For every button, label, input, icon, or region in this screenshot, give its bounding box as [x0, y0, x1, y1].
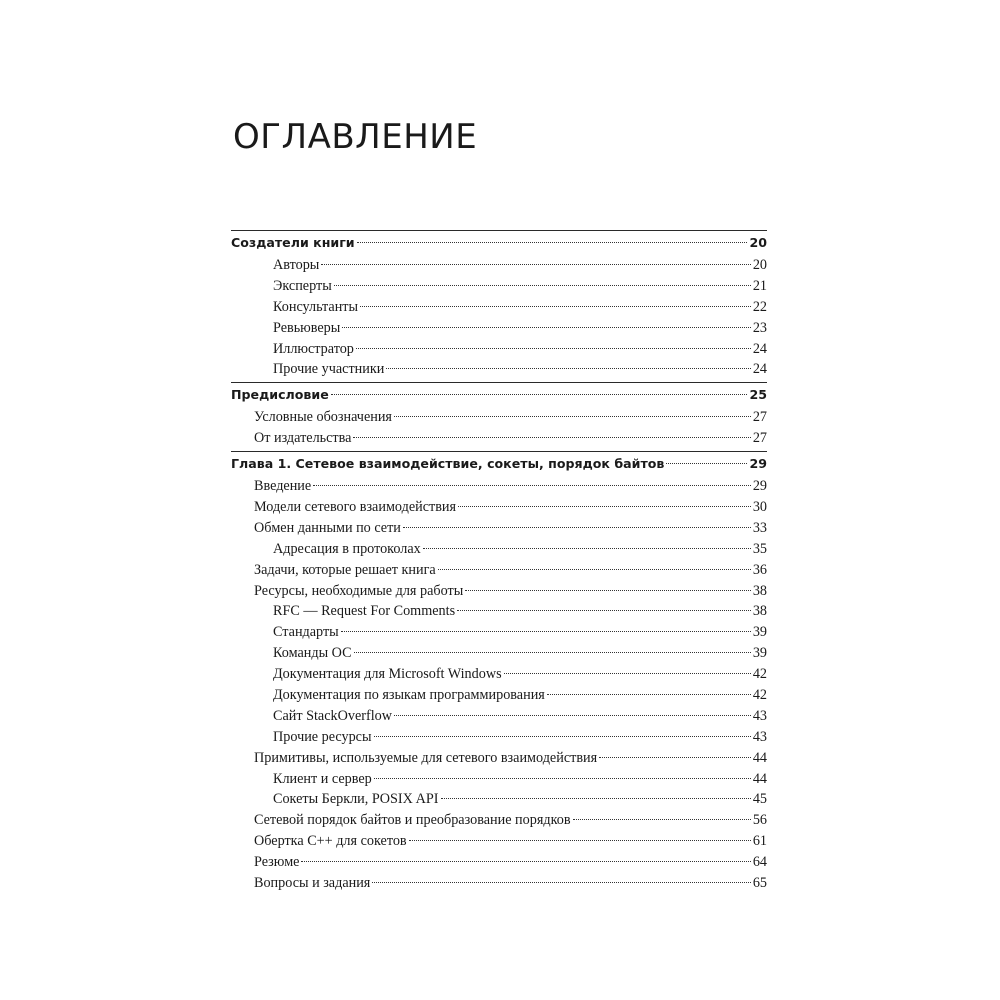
toc-entry[interactable]	[231, 297, 767, 318]
toc-entry[interactable]	[231, 748, 767, 769]
toc-entry-title: Глава 1. Сетевое взаимодействие, сокеты, порядок байтов	[231, 456, 665, 472]
toc-entry[interactable]	[231, 407, 767, 428]
toc-dot-leader	[354, 652, 751, 653]
toc-page-number: 65	[752, 875, 767, 892]
toc-page-number: 38	[752, 603, 767, 620]
toc-dot-leader	[394, 715, 751, 716]
toc-section	[231, 230, 767, 382]
toc-entry[interactable]	[231, 727, 767, 748]
toc-entry-title: Введение	[254, 478, 312, 495]
toc-page-number: 21	[752, 277, 767, 294]
toc-dot-leader	[357, 242, 748, 243]
toc-entry-title: Ревьюверы	[273, 319, 341, 336]
toc-entry-title: Команды ОС	[273, 645, 352, 662]
toc-entry-title: Предисловие	[231, 387, 329, 403]
toc-page-number: 42	[752, 666, 767, 683]
toc-entry[interactable]	[231, 769, 767, 790]
toc-entry-title: Иллюстратор	[273, 340, 354, 357]
toc-dot-leader	[356, 348, 751, 349]
toc-entry-title: Клиент и сервер	[273, 770, 372, 787]
toc-entry[interactable]	[231, 339, 767, 360]
toc-dot-leader	[394, 416, 751, 417]
toc-entry[interactable]	[231, 476, 767, 497]
toc-page-number: 43	[752, 707, 767, 724]
toc-entry-title: Прочие ресурсы	[273, 728, 372, 745]
toc-entry[interactable]	[231, 852, 767, 873]
toc-page-number: 24	[752, 340, 767, 357]
toc-entry-title: Вопросы и задания	[254, 875, 371, 892]
toc-dot-leader	[599, 757, 751, 758]
toc-entry-title: Эксперты	[273, 277, 332, 294]
toc-page-number: 33	[752, 519, 767, 536]
toc-entry[interactable]	[231, 810, 767, 831]
toc-dot-leader	[342, 327, 751, 328]
toc-dot-leader	[666, 463, 747, 464]
toc-section	[231, 451, 767, 896]
toc-page-number: 20	[752, 257, 767, 273]
toc-page-number: 43	[752, 728, 767, 745]
toc-entry[interactable]	[231, 685, 767, 706]
toc-entry[interactable]	[231, 428, 767, 449]
toc-page-number: 30	[752, 499, 767, 516]
toc-entry-title: Ресурсы, необходимые для работы	[254, 582, 464, 599]
toc-page-number: 64	[752, 854, 767, 871]
toc-entry-title: Обмен данными по сети	[254, 519, 401, 536]
toc-dot-leader	[353, 437, 750, 438]
toc-entry[interactable]	[231, 518, 767, 539]
toc-entry[interactable]	[231, 560, 767, 581]
toc-dot-leader	[547, 694, 751, 695]
toc-entry[interactable]	[231, 643, 767, 664]
toc-page-number: 29	[752, 478, 767, 495]
toc-page-number: 61	[752, 833, 767, 850]
toc-dot-leader	[573, 819, 751, 820]
page-title: ОГЛАВЛЕНИЕ	[233, 117, 478, 157]
toc-entry-title: Обертка C++ для сокетов	[254, 833, 407, 850]
toc-entry[interactable]	[231, 359, 767, 380]
toc-entry-title: Прочие участники	[273, 361, 385, 378]
toc-entry-title: Документация по языкам программирования	[273, 687, 545, 704]
toc-entry[interactable]	[231, 255, 767, 276]
toc-dot-leader	[301, 861, 750, 862]
toc-dot-leader	[504, 673, 751, 674]
toc-entry[interactable]	[231, 318, 767, 339]
toc-chapter-heading[interactable]	[231, 383, 767, 407]
toc-entry-title: Создатели книги	[231, 235, 355, 250]
toc-page-number: 20	[749, 235, 767, 250]
toc-dot-leader	[374, 778, 751, 779]
toc-dot-leader	[386, 368, 750, 369]
toc-dot-leader	[313, 485, 751, 486]
toc-page-number: 36	[752, 561, 767, 578]
toc-page-number: 56	[752, 812, 767, 829]
toc-entry[interactable]	[231, 622, 767, 643]
toc-dot-leader	[321, 264, 750, 265]
toc-page-number: 22	[752, 298, 767, 315]
toc-entry[interactable]	[231, 664, 767, 685]
toc-dot-leader	[438, 569, 751, 570]
toc-page-number: 25	[749, 387, 767, 403]
toc-page-number: 39	[752, 645, 767, 662]
toc-entry[interactable]	[231, 601, 767, 622]
toc-entry-title: Документация для Microsoft Windows	[273, 666, 502, 683]
toc-page-number: 39	[752, 624, 767, 641]
toc-entry-title: Консультанты	[273, 298, 359, 315]
table-of-contents	[231, 230, 767, 896]
toc-dot-leader	[441, 798, 751, 799]
toc-entry-title: Модели сетевого взаимодействия	[254, 499, 457, 516]
toc-page-number: 42	[752, 687, 767, 704]
toc-entry[interactable]	[231, 497, 767, 518]
toc-page-number: 29	[749, 456, 767, 472]
toc-entry[interactable]	[231, 831, 767, 852]
toc-page-number: 27	[752, 409, 767, 426]
toc-entry-title: Сайт StackOverflow	[273, 707, 392, 724]
toc-entry-title: RFC — Request For Comments	[273, 603, 456, 620]
toc-dot-leader	[334, 285, 751, 286]
toc-dot-leader	[372, 882, 750, 883]
toc-chapter-heading[interactable]	[231, 452, 767, 476]
toc-dot-leader	[403, 527, 751, 528]
toc-dot-leader	[465, 590, 751, 591]
toc-page-number: 35	[752, 540, 767, 557]
toc-dot-leader	[341, 631, 751, 632]
toc-page-number: 38	[752, 582, 767, 599]
toc-entry[interactable]	[231, 276, 767, 297]
toc-entry-title: Примитивы, используемые для сетевого взаимодействия	[254, 749, 598, 766]
toc-page-number: 27	[752, 430, 767, 447]
toc-entry-title: Сокеты Беркли, POSIX API	[273, 791, 439, 808]
toc-entry[interactable]	[231, 789, 767, 810]
toc-entry[interactable]	[231, 873, 767, 894]
toc-dot-leader	[360, 306, 751, 307]
toc-dot-leader	[457, 610, 751, 611]
toc-entry-title: Авторы	[273, 257, 320, 273]
toc-page-number: 23	[752, 319, 767, 336]
toc-entry[interactable]	[231, 581, 767, 602]
toc-dot-leader	[331, 394, 748, 395]
toc-entry[interactable]	[231, 706, 767, 727]
toc-page-number: 24	[752, 361, 767, 378]
toc-entry-title: Задачи, которые решает книга	[254, 561, 436, 578]
toc-chapter-heading[interactable]	[231, 231, 767, 255]
toc-dot-leader	[423, 548, 751, 549]
toc-dot-leader	[458, 506, 751, 507]
toc-entry-title: Резюме	[254, 854, 300, 871]
toc-page-number: 44	[752, 770, 767, 787]
toc-entry-title: Условные обозначения	[254, 409, 392, 426]
toc-entry[interactable]	[231, 539, 767, 560]
toc-dot-leader	[374, 736, 751, 737]
toc-entry-title: От издательства	[254, 430, 352, 447]
toc-entry-title: Сетевой порядок байтов и преобразование порядков	[254, 812, 571, 829]
toc-section	[231, 382, 767, 451]
toc-page-number: 45	[752, 791, 767, 808]
toc-dot-leader	[409, 840, 751, 841]
toc-entry-title: Адресация в протоколах	[273, 540, 421, 557]
toc-entry-title: Стандарты	[273, 624, 339, 641]
toc-page-number: 44	[752, 749, 767, 766]
